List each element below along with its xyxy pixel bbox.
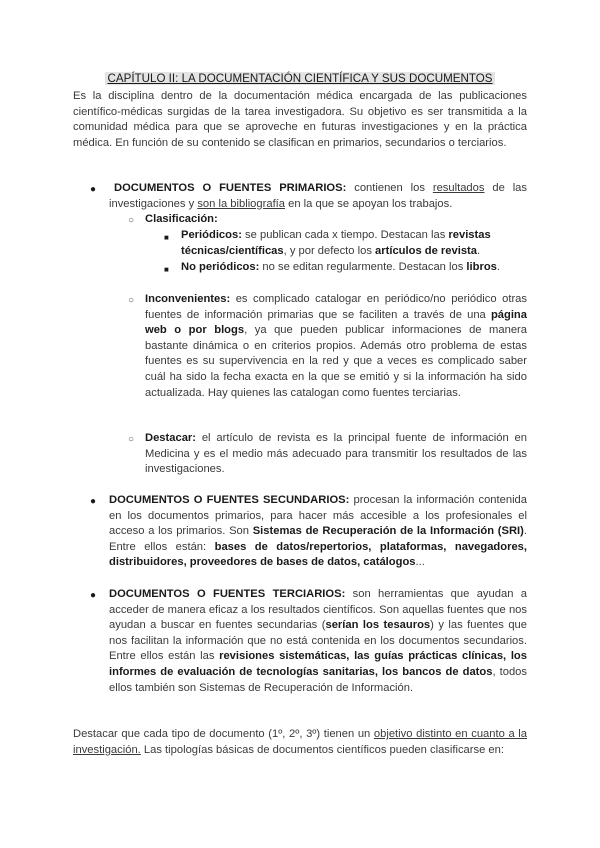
bullet-disc-icon: ● (90, 184, 97, 195)
bullet-circle-icon: ○ (128, 295, 135, 306)
bullet-square-icon: ■ (164, 265, 169, 274)
inconvenientes-item: Inconvenientes: es complicado catalogar en periódico/no periódico otras fuentes de información primarias que se faciliten a través de una página web o por blogs, ya que pueden publicar informaciones de manera bastante dinámica o en criterios propios. Además otro problema de estas fuentes es su supervivencia en la red y que a veces es complicado saber cuál ha sido la fecha exacta en la que se emitió y si la información ha sido actualizada. Hay quienes las catalogan como fuentes terciarias. (145, 293, 527, 399)
destacar-item: Destacar: el artículo de revista es la principal fuente de información en Medicina y es el medio más adecuado para transmitir los resultados de las investigaciones. (145, 432, 527, 476)
bullet-disc-icon: ● (90, 590, 97, 601)
outro-paragraph: Destacar que cada tipo de documento (1º, 2º, 3º) tienen un objetivo distinto en cuanto a la investigación. Las tipologías básicas de documentos científicos pueden clasificarse en: (73, 728, 527, 756)
secundarios-paragraph: DOCUMENTOS O FUENTES SECUNDARIOS: procesan la información contenida en los documentos primarios, para hacer más accesible a los profesionales el acceso a los primarios. Son Sistemas de Recuperación de la Información (SRI). Entre ellos están: bases de datos/repertorios, plataformas, navegadores, distribuidores, proveedores de bases de datos, catálogos... (109, 494, 527, 569)
chapter-title (0, 71, 600, 87)
periodicos-item: Periódicos: se publican cada x tiempo. Destacan las revistas técnicas/científicas, y por defecto los artículos de revista. (181, 229, 491, 257)
bullet-circle-icon: ○ (128, 434, 135, 445)
bullet-square-icon: ■ (164, 233, 169, 242)
bullet-circle-icon: ○ (128, 215, 135, 226)
primarios-paragraph: DOCUMENTOS O FUENTES PRIMARIOS: contienen los resultados de las investigaciones y son la bibliografía en la que se apoyan los trabajos. (109, 182, 528, 210)
clasificacion-heading: Clasificación: (145, 213, 218, 225)
objetivo-underlined: objetivo distinto en cuanto a la investigación. (73, 728, 527, 756)
terciarios-paragraph: DOCUMENTOS O FUENTES TERCIARIOS: son herramientas que ayudan a acceder de manera eficaz a los resultados científicos. Son aquellas fuentes que nos ayudan a buscar en fuentes secundarias (serían los tesauros) y las fuentes que nos facilitan la información que no está contenida en los documentos secundarios. Entre ellos están las revisiones sistemáticas, las guías prácticas clínicas, los informes de evaluación de tecnologías sanitarias, los bancos de datos, todos ellos también son Sistemas de Recuperación de Información. (109, 588, 527, 694)
bullet-disc-icon: ● (90, 496, 97, 507)
bibliografia-underlined: son la bibliografía (197, 197, 286, 210)
primarios-label: DOCUMENTOS O FUENTES PRIMARIOS: (114, 182, 347, 194)
no-periodicos-item: No periódicos: no se editan regularmente. Destacan los libros. (181, 261, 500, 273)
intro-paragraph: Es la disciplina dentro de la documentación médica encargada de las publicaciones científico-médicas surgidas de la tarea investigadora. Su objetivo es ser transmitida a la comunidad médica para que se aproveche en futuras investigaciones y en la práctica médica. En función de su contenido se clasifican en primarios, secundarios o terciarios. (73, 90, 527, 149)
resultados-underlined: resultados (432, 182, 485, 194)
chapter-title-text: CAPÍTULO II: LA DOCUMENTACIÓN CIENTÍFICA Y SUS DOCUMENTOS (107, 72, 493, 85)
